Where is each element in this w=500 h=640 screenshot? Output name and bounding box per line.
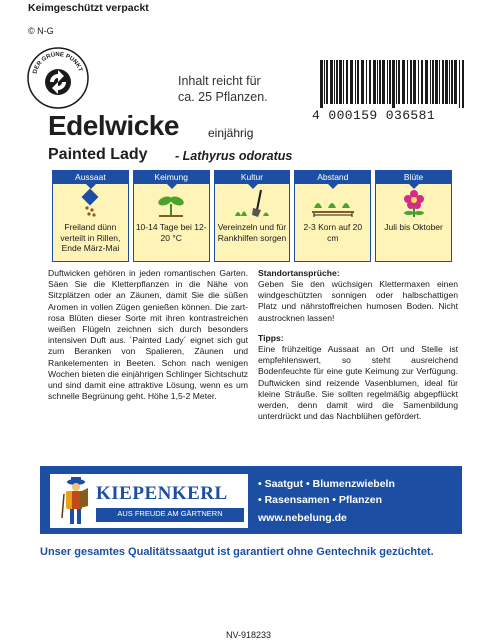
- recycle-icon: [26, 46, 90, 110]
- website-link[interactable]: www.nebelung.de: [258, 512, 347, 524]
- product-subtitle: einjährig: [208, 126, 254, 140]
- card-text: 10-14 Tage bei 12-20 °C: [135, 222, 207, 243]
- card-aussaat: [52, 170, 129, 262]
- card-kultur: [214, 170, 291, 262]
- card-header: Blüte: [376, 171, 451, 184]
- card-bluete: [375, 170, 452, 262]
- card-abstand: [294, 170, 371, 262]
- tips-heading: Tipps:: [258, 333, 284, 343]
- product-description: Duftwicken gehören in jeden romantischen Garten. Säen Sie die Kletterpflanzen in die Nähe von Sitzplätzen oder an Zäunen, damit Sie die süßen Aromen in vollen Zügen genießen können. Die zart-rosa Blüten dieser Sorte mit ihren kontrastreichen weißen Flügeln zeichnen sich durch besonders intensiven Duft aus. ´Painted Lady´ eignet sich gut zum Beranken von Spalieren, Zäunen und Rankelementen in Beeten. Schon nach wenigen Wochen bieten die einjährigen Schlinger Sichtschutz und sind damit eine attraktive Lösung, wenn es um schnelle Begrünung geht. Höhe 1,5-2 Meter.: [48, 268, 249, 402]
- logo-text: DER GRÜNE PUNKT: [32, 51, 83, 75]
- tips-text: Eine frühzeitige Aussaat an Ort und Stelle ist empfehlenswert, so steht ausreichend Bodenfeuchte für eine gute Keimung zur Verfügung. Duftwicken sind reizende Vasenblumen, ideal für kleine Sträuße. Sie sollten regelmäßig abgepflückt werden, denn damit wird die Samenbildung unterdrückt und das Nachblühen gefördert.: [258, 344, 458, 422]
- gruener-punkt-logo: [26, 46, 90, 110]
- copyright-text: © N-G: [28, 26, 54, 36]
- spade-icon: [227, 188, 277, 218]
- location-heading: Standortansprüche:: [258, 268, 340, 278]
- card-header: Aussaat: [53, 171, 128, 184]
- sprout-icon: [146, 188, 196, 218]
- product-title: Edelwicke: [48, 110, 179, 141]
- product-code: NV-918233: [226, 630, 272, 640]
- brand-slogan: AUS FREUDE AM GÄRTNERN: [117, 509, 223, 518]
- latin-name: - Lathyrus odoratus: [175, 149, 293, 163]
- card-text: 2-3 Korn auf 20 cm: [303, 222, 363, 243]
- flower-icon: [389, 188, 439, 218]
- card-text: Juli bis Oktober: [384, 222, 443, 232]
- packaging-note: Keimgeschützt verpackt: [28, 2, 149, 14]
- location-text: Geben Sie den wüchsigen Klettermaxen einen windgeschützten sonnigen oder halbschattigen Platz und nährstoffreichen humosen Boden. Nicht austrocknen lassen!: [258, 279, 458, 323]
- card-header: Abstand: [295, 171, 370, 184]
- variety-name: Painted Lady: [48, 146, 148, 163]
- kiepenkerl-figure-icon: [58, 474, 94, 528]
- card-keimung: [133, 170, 210, 262]
- contents-line-1: Inhalt reicht für: [178, 74, 261, 88]
- contents-info: [178, 73, 308, 105]
- barcode-digits: 4 000159 036581: [312, 108, 436, 123]
- card-header: Keimung: [134, 171, 209, 184]
- cultivation-cards: [52, 170, 452, 262]
- sowing-icon: [65, 188, 115, 218]
- product-range-1: • Saatgut • Blumenzwiebeln: [258, 478, 395, 490]
- card-text: Freiland dünn verteilt in Rillen, Ende März-Mai: [60, 222, 121, 253]
- card-header: Kultur: [215, 171, 290, 184]
- gmo-free-guarantee: Unser gesamtes Qualitätssaatgut ist garantiert ohne Gentechnik gezüchtet.: [40, 546, 434, 558]
- brand-name: KIEPENKERL: [96, 483, 228, 504]
- spacing-icon: [308, 188, 358, 218]
- product-range-2: • Rasensamen • Pflanzen: [258, 494, 383, 506]
- contents-line-2: ca. 25 Pflanzen.: [178, 90, 268, 104]
- card-text: Vereinzeln und für Rankhilfen sorgen: [217, 222, 287, 243]
